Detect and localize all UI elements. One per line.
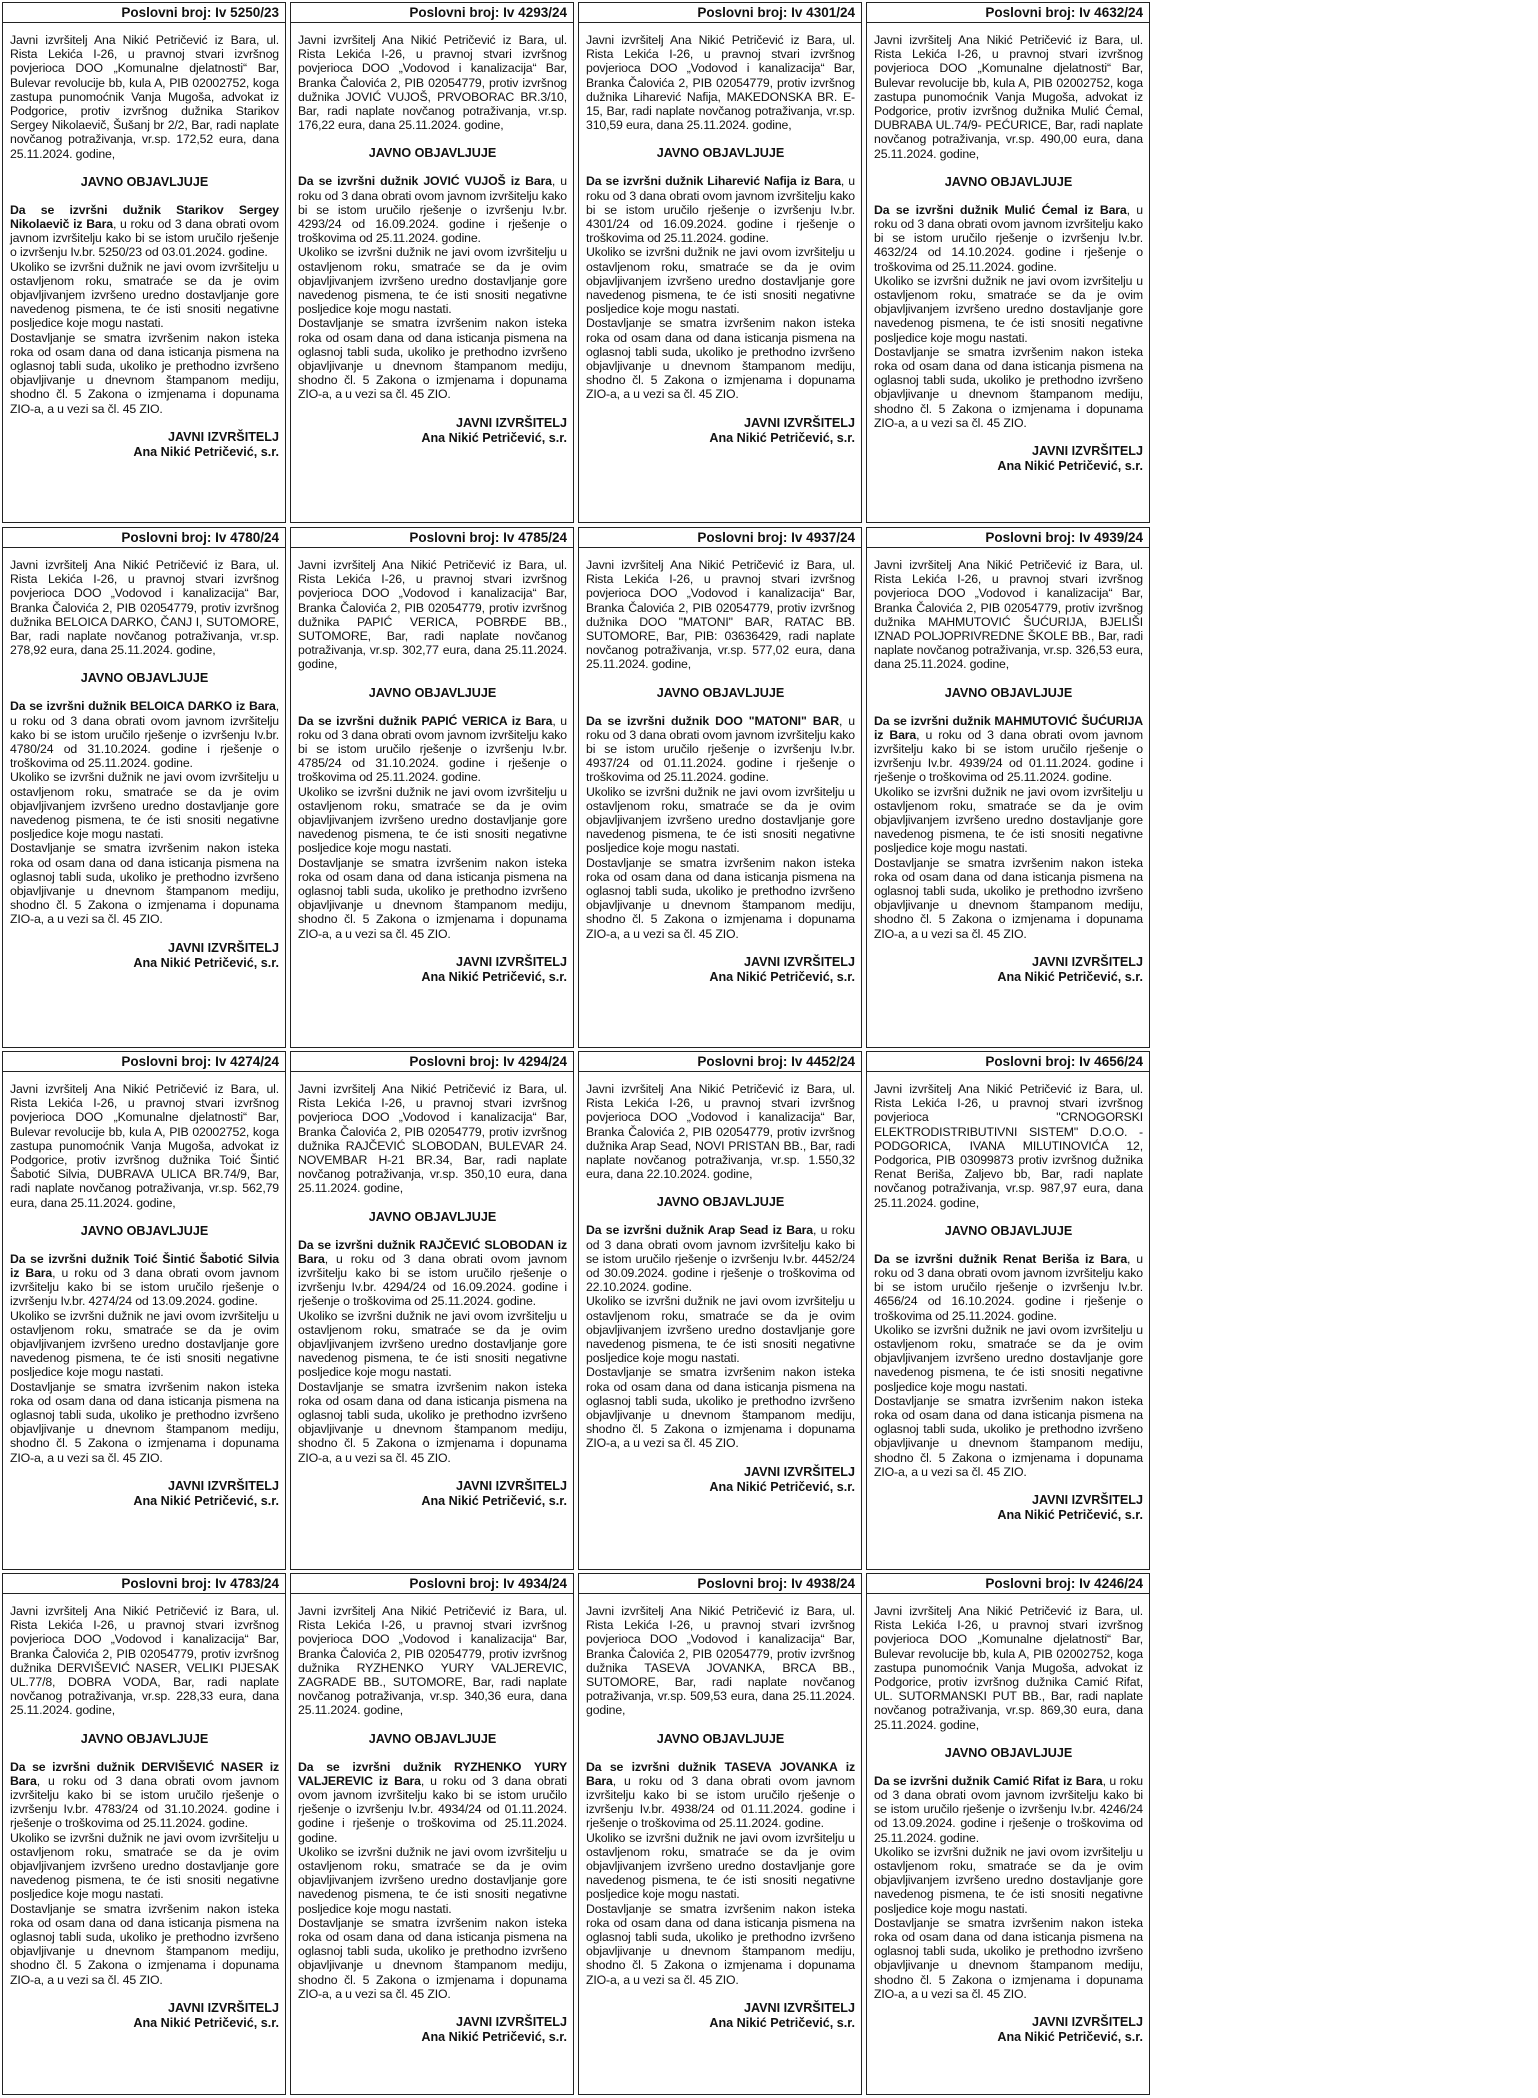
notice-body [298, 1238, 567, 1465]
signature-role: JAVNI IZVRŠITELJ [167, 2000, 279, 2015]
notice-consequence: Ukoliko se izvršni dužnik ne javi ovom izvršitelju u ostavljenom roku, smatraće se da je ovim objavljivanjem izvršeno uredno dostavljanje gore navedenog pismena, te će isti snositi negativne posljedice koje mogu nastati. [10, 1830, 279, 1902]
notice-order [298, 1238, 567, 1309]
signature-name: Ana Nikić Petričević, s.r. [709, 430, 855, 445]
notice-title: JAVNO OBJAVLJUJE [80, 174, 209, 189]
signature-role: JAVNI IZVRŠITELJ [455, 415, 567, 430]
order-text: , u roku od 3 dana obrati ovom javnom izvršitelju kako bi se istom uručilo rješenje o izvršenju Iv.br. 5250/23 od 03.01.2024. godine. [10, 217, 279, 260]
notice-order [10, 699, 279, 770]
notice-order [874, 203, 1143, 274]
notice-delivery: Dostavljanje se smatra izvršenim nakon isteka roka od osam dana od dana isticanja pismena na oglasnoj tabli suda, ukoliko je prethodno izvršeno objavljivanje u dnevnom štampanom mediju, shodno čl. 5 Zakona o izmjenama i dopunama ZIO-a, a u vezi sa čl. 45 ZIO. [298, 1915, 567, 2001]
notice-order [874, 1774, 1143, 1845]
signature-block [586, 1465, 855, 1495]
order-text: , u roku od 3 dana obrati ovom javnom izvršitelju kako bi se istom uručilo rješenje o izvršenju Iv.br. 4785/24 od 31.10.2024. godine i rješenje o troškovima od 25.11.2024. godine. [298, 713, 567, 785]
notice-delivery: Dostavljanje se smatra izvršenim nakon isteka roka od osam dana od dana isticanja pismena na oglasnoj tabli suda, ukoliko je prethodno izvršeno objavljivanje u dnevnom štampanom mediju, shodno čl. 5 Zakona o izmjenama i dopunama ZIO-a, a u vezi sa čl. 45 ZIO. [586, 316, 855, 402]
signature-block [10, 430, 279, 460]
signature-block [586, 955, 855, 985]
notice-consequence: Ukoliko se izvršni dužnik ne javi ovom izvršitelju u ostavljenom roku, smatraće se da je ovim objavljivanjem izvršeno uredno dostavljanje gore navedenog pismena, te će isti snositi negativne posljedice koje mogu nastati. [586, 245, 855, 317]
notice-delivery: Dostavljanje se smatra izvršenim nakon isteka roka od osam dana od dana isticanja pismena na oglasnoj tabli suda, ukoliko je prethodno izvršeno objavljivanje u dnevnom štampanom mediju, shodno čl. 5 Zakona o izmjenama i dopunama ZIO-a, a u vezi sa čl. 45 ZIO. [874, 855, 1143, 941]
signature-block [298, 2015, 567, 2045]
notice-title: JAVNO OBJAVLJUJE [944, 1223, 1073, 1238]
notice-body [874, 1252, 1143, 1479]
case-number: Poslovni broj: Iv 4632/24 [867, 3, 1149, 23]
notice-consequence: Ukoliko se izvršni dužnik ne javi ovom izvršitelju u ostavljenom roku, smatraće se da je ovim objavljivanjem izvršeno uredno dostavljanje gore navedenog pismena, te će isti snositi negativne posljedice koje mogu nastati. [586, 1294, 855, 1366]
notice-box [866, 2, 1150, 523]
notice-delivery: Dostavljanje se smatra izvršenim nakon isteka roka od osam dana od dana isticanja pismena na oglasnoj tabli suda, ukoliko je prethodno izvršeno objavljivanje u dnevnom štampanom mediju, shodno čl. 5 Zakona o izmjenama i dopunama ZIO-a, a u vezi sa čl. 45 ZIO. [874, 1915, 1143, 2001]
order-text: , u roku od 3 dana obrati ovom javnom izvršitelju kako bi se istom uručilo rješenje o izvršenju Iv.br. 4274/24 od 13.09.2024. godine. [10, 1266, 279, 1309]
notice-delivery: Dostavljanje se smatra izvršenim nakon isteka roka od osam dana od dana isticanja pismena na oglasnoj tabli suda, ukoliko je prethodno izvršeno objavljivanje u dnevnom štampanom mediju, shodno čl. 5 Zakona o izmjenama i dopunama ZIO-a, a u vezi sa čl. 45 ZIO. [586, 1901, 855, 1987]
notice-order [298, 714, 567, 785]
signature-role: JAVNI IZVRŠITELJ [743, 1464, 855, 1479]
signature-name: Ana Nikić Petričević, s.r. [997, 1508, 1143, 1523]
notice-body [298, 1760, 567, 2001]
order-text: , u roku od 3 dana obrati ovom javnom izvršitelju kako bi se istom uručilo rješenje o izvršenju Iv.br. 4939/24 od 01.11.2024. godine i rješenje o troškovima od 25.11.2024. godine. [874, 727, 1143, 785]
notice-intro: Javni izvršitelj Ana Nikić Petričević iz Bara, ul. Rista Lekića I-26, u pravnoj stvari izvršnog povjerioca DOO „Vodovod i kanalizacija“ Bar, Branka Čalovića 2, PIB 02054779, protiv izvršnog dužnika DERVIŠEVIĆ NASER, VELIKI PIJESAK UL.77/8, DOBRA VODA, Bar, radi naplate novčanog potraživanja, vr.sp. 228,33 eura, dana 25.11.2024. godine, [10, 1604, 279, 1718]
signature-block [298, 1479, 567, 1509]
signature-block [874, 955, 1143, 985]
signature-name: Ana Nikić Petričević, s.r. [421, 430, 567, 445]
notice-box [290, 527, 574, 1048]
order-text: , u roku od 3 dana obrati ovom javnom izvršitelju kako bi se istom uručilo rješenje o izvršenju Iv.br. 4632/24 od 14.10.2024. godine i rješenje o troškovima od 25.11.2024. godine. [874, 202, 1143, 274]
notice-delivery: Dostavljanje se smatra izvršenim nakon isteka roka od osam dana od dana isticanja pismena na oglasnoj tabli suda, ukoliko je prethodno izvršeno objavljivanje u dnevnom štampanom mediju, shodno čl. 5 Zakona o izmjenama i dopunama ZIO-a, a u vezi sa čl. 45 ZIO. [10, 1901, 279, 1987]
notice-order [874, 1252, 1143, 1323]
notice-delivery: Dostavljanje se smatra izvršenim nakon isteka roka od osam dana od dana isticanja pismena na oglasnoj tabli suda, ukoliko je prethodno izvršeno objavljivanje u dnevnom štampanom mediju, shodno čl. 5 Zakona o izmjenama i dopunama ZIO-a, a u vezi sa čl. 45 ZIO. [874, 1393, 1143, 1479]
debtor-lead: Da se izvršni dužnik Arap Sead iz Bara [586, 1223, 813, 1238]
signature-block [298, 416, 567, 446]
notice-body [586, 1223, 855, 1450]
notice-intro: Javni izvršitelj Ana Nikić Petričević iz Bara, ul. Rista Lekića I-26, u pravnoj stvari izvršnog povjerioca DOO „Komunalne djelatnosti“ Bar, Bulevar revolucije bb, kula A, PIB 02002752, koga zastupa punomoćnik Vanja Mugoša, advokat iz Podgorice, protiv izvršnog dužnika Mulić Ćemal, DUBRABA UL.74/9- PEĆURICE, Bar, radi naplate novčanog potraživanja, vr.sp. 490,00 eura, dana 25.11.2024. godine, [874, 33, 1143, 161]
signature-name: Ana Nikić Petričević, s.r. [133, 2015, 279, 2030]
notice-consequence: Ukoliko se izvršni dužnik ne javi ovom izvršitelju u ostavljenom roku, smatraće se da je ovim objavljivanjem izvršeno uredno dostavljanje gore navedenog pismena, te će isti snositi negativne posljedice koje mogu nastati. [586, 784, 855, 856]
signature-block [874, 444, 1143, 474]
notice-title: JAVNO OBJAVLJUJE [944, 685, 1073, 700]
signature-block [10, 941, 279, 971]
signature-block [298, 955, 567, 985]
notice-title: JAVNO OBJAVLJUJE [368, 146, 497, 161]
notice-title: JAVNO OBJAVLJUJE [656, 685, 785, 700]
signature-name: Ana Nikić Petričević, s.r. [133, 1493, 279, 1508]
notice-body [10, 1252, 279, 1465]
notice-delivery: Dostavljanje se smatra izvršenim nakon isteka roka od osam dana od dana isticanja pismena na oglasnoj tabli suda, ukoliko je prethodno izvršeno objavljivanje u dnevnom štampanom mediju, shodno čl. 5 Zakona o izmjenama i dopunama ZIO-a, a u vezi sa čl. 45 ZIO. [586, 1365, 855, 1451]
notice-delivery: Dostavljanje se smatra izvršenim nakon isteka roka od osam dana od dana isticanja pismena na oglasnoj tabli suda, ukoliko je prethodno izvršeno objavljivanje u dnevnom štampanom mediju, shodno čl. 5 Zakona o izmjenama i dopunama ZIO-a, a u vezi sa čl. 45 ZIO. [298, 316, 567, 402]
notice-title: JAVNO OBJAVLJUJE [944, 174, 1073, 189]
signature-role: JAVNI IZVRŠITELJ [743, 954, 855, 969]
notice-body [874, 714, 1143, 941]
signature-name: Ana Nikić Petričević, s.r. [133, 444, 279, 459]
notice-consequence: Ukoliko se izvršni dužnik ne javi ovom izvršitelju u ostavljenom roku, smatraće se da je ovim objavljivanjem izvršeno uredno dostavljanje gore navedenog pismena, te će isti snositi negativne posljedice koje mogu nastati. [298, 1844, 567, 1916]
signature-block [10, 1479, 279, 1509]
notice-delivery: Dostavljanje se smatra izvršenim nakon isteka roka od osam dana od dana isticanja pismena na oglasnoj tabli suda, ukoliko je prethodno izvršeno objavljivanje u dnevnom štampanom mediju, shodno čl. 5 Zakona o izmjenama i dopunama ZIO-a, a u vezi sa čl. 45 ZIO. [10, 1379, 279, 1465]
order-text: , u roku od 3 dana obrati ovom javnom izvršitelju kako bi se istom uručilo rješenje o izvršenju Iv.br. 4783/24 od 31.10.2024. godine i rješenje o troškovima od 25.11.2024. godine. [10, 1773, 279, 1831]
signature-role: JAVNI IZVRŠITELJ [1031, 2015, 1143, 2030]
notice-box [2, 2, 286, 523]
debtor-lead: Da se izvršni dužnik Mulić Ćemal iz Bara [874, 202, 1127, 217]
case-number: Poslovni broj: Iv 4656/24 [867, 1052, 1149, 1072]
signature-name: Ana Nikić Petričević, s.r. [709, 1479, 855, 1494]
notice-body [298, 174, 567, 401]
case-number: Poslovni broj: Iv 4293/24 [291, 3, 573, 23]
notice-consequence: Ukoliko se izvršni dužnik ne javi ovom izvršitelju u ostavljenom roku, smatraće se da je ovim objavljivanjem izvršeno uredno dostavljanje gore navedenog pismena, te će isti snositi negativne posljedice koje mogu nastati. [10, 770, 279, 842]
notice-consequence: Ukoliko se izvršni dužnik ne javi ovom izvršitelju u ostavljenom roku, smatraće se da je ovim objavljivanjem izvršeno uredno dostavljanje gore navedenog pismena, te će isti snositi negativne posljedice koje mogu nastati. [298, 1308, 567, 1380]
case-number: Poslovni broj: Iv 4938/24 [579, 1574, 861, 1594]
signature-role: JAVNI IZVRŠITELJ [1031, 1493, 1143, 1508]
notice-box [290, 2, 574, 523]
notice-box [290, 1051, 574, 1570]
notice-order [586, 174, 855, 245]
notice-order [10, 1252, 279, 1309]
debtor-lead: Da se izvršni dužnik DOO "MATONI" BAR [586, 713, 839, 728]
notice-order [298, 1760, 567, 1845]
notice-body [10, 203, 279, 416]
notice-box [2, 527, 286, 1048]
case-number: Poslovni broj: Iv 4937/24 [579, 528, 861, 548]
notice-box [290, 1573, 574, 2095]
notice-delivery: Dostavljanje se smatra izvršenim nakon isteka roka od osam dana od dana isticanja pismena na oglasnoj tabli suda, ukoliko je prethodno izvršeno objavljivanje u dnevnom štampanom mediju, shodno čl. 5 Zakona o izmjenama i dopunama ZIO-a, a u vezi sa čl. 45 ZIO. [586, 855, 855, 941]
signature-block [586, 416, 855, 446]
order-text: , u roku od 3 dana obrati ovom javnom izvršitelju kako bi se istom uručilo rješenje o izvršenju Iv.br. 4937/24 od 01.11.2024. godine i rješenje o troškovima od 25.11.2024. godine. [586, 713, 855, 785]
case-number: Poslovni broj: Iv 4783/24 [3, 1574, 285, 1594]
notice-body [298, 714, 567, 941]
signature-block [10, 2001, 279, 2031]
signature-block [874, 2015, 1143, 2045]
notice-consequence: Ukoliko se izvršni dužnik ne javi ovom izvršitelju u ostavljenom roku, smatraće se da je ovim objavljivanjem izvršeno uredno dostavljanje gore navedenog pismena, te će isti snositi negativne posljedice koje mogu nastati. [874, 273, 1143, 345]
debtor-lead: Da se izvršni dužnik PAPIĆ VERICA iz Bara [298, 713, 553, 728]
notice-intro: Javni izvršitelj Ana Nikić Petričević iz Bara, ul. Rista Lekića I-26, u pravnoj stvari izvršnog povjerioca DOO „Vodovod i kanalizacija“ Bar, Branka Čalovića 2, PIB 02054779, protiv izvršnog dužnika Arap Sead, NOVI PRISTAN BB., Bar, radi naplate novčanog potraživanja, vr.sp. 1.550,32 eura, dana 22.10.2024. godine, [586, 1082, 855, 1182]
signature-role: JAVNI IZVRŠITELJ [1031, 954, 1143, 969]
case-number: Poslovni broj: Iv 5250/23 [3, 3, 285, 23]
signature-name: Ana Nikić Petričević, s.r. [421, 2030, 567, 2045]
signature-name: Ana Nikić Petričević, s.r. [709, 2015, 855, 2030]
notice-body [586, 174, 855, 401]
notice-consequence: Ukoliko se izvršni dužnik ne javi ovom izvršitelju u ostavljenom roku, smatraće se da je ovim objavljivanjem izvršeno uredno dostavljanje gore navedenog pismena, te će isti snositi negativne posljedice koje mogu nastati. [298, 784, 567, 856]
notice-body [874, 203, 1143, 430]
signature-role: JAVNI IZVRŠITELJ [167, 1478, 279, 1493]
debtor-lead: Da se izvršni dužnik DERVIŠEVIĆ NASER iz Bara [10, 1759, 279, 1788]
notice-delivery: Dostavljanje se smatra izvršenim nakon isteka roka od osam dana od dana isticanja pismena na oglasnoj tabli suda, ukoliko je prethodno izvršeno objavljivanje u dnevnom štampanom mediju, shodno čl. 5 Zakona o izmjenama i dopunama ZIO-a, a u vezi sa čl. 45 ZIO. [874, 344, 1143, 430]
case-number: Poslovni broj: Iv 4301/24 [579, 3, 861, 23]
case-number: Poslovni broj: Iv 4452/24 [579, 1052, 861, 1072]
signature-name: Ana Nikić Petričević, s.r. [421, 1493, 567, 1508]
notice-consequence: Ukoliko se izvršni dužnik ne javi ovom izvršitelju u ostavljenom roku, smatraće se da je ovim objavljivanjem izvršeno uredno dostavljanje gore navedenog pismena, te će isti snositi negativne posljedice koje mogu nastati. [874, 784, 1143, 856]
notice-title: JAVNO OBJAVLJUJE [944, 1745, 1073, 1760]
signature-role: JAVNI IZVRŠITELJ [455, 954, 567, 969]
notice-title: JAVNO OBJAVLJUJE [368, 1731, 497, 1746]
case-number: Poslovni broj: Iv 4294/24 [291, 1052, 573, 1072]
notice-title: JAVNO OBJAVLJUJE [368, 685, 497, 700]
debtor-lead: Da se izvršni dužnik MAHMUTOVIĆ ŠUĆURIJA iz Bara [874, 713, 1143, 742]
notice-box [866, 1051, 1150, 1570]
case-number: Poslovni broj: Iv 4780/24 [3, 528, 285, 548]
order-text: , u roku od 3 dana obrati ovom javnom izvršitelju kako bi se istom uručilo rješenje o izvršenju Iv.br. 4780/24 od 31.10.2024. godine i rješenje o troškovima od 25.11.2024. godine. [10, 699, 279, 771]
notice-intro: Javni izvršitelj Ana Nikić Petričević iz Bara, ul. Rista Lekića I-26, u pravnoj stvari izvršnog povjerioca DOO „Vodovod i kanalizacija“ Bar, Branka Čalovića 2, PIB 02054779, protiv izvršnog dužnika DOO "MATONI" BAR, RATAC BB. SUTOMORE, Bar, PIB: 03636429, radi naplate novčanog potraživanja, vr.sp. 577,02 eura, dana 25.11.2024. godine, [586, 558, 855, 672]
debtor-lead: Da se izvršni dužnik RYZHENKO YURY VALJEREVIC iz Bara [298, 1759, 567, 1788]
notice-title: JAVNO OBJAVLJUJE [80, 1731, 209, 1746]
notice-intro: Javni izvršitelj Ana Nikić Petričević iz Bara, ul. Rista Lekića I-26, u pravnoj stvari izvršnog povjerioca DOO „Vodovod i kanalizacija“ Bar, Branka Čalovića 2, PIB 02054779, protiv izvršnog dužnika Liharević Nafija, MAKEDONSKA BR. E-15, Bar, radi naplate novčanog potraživanja, vr.sp. 310,59 eura, dana 25.11.2024. godine, [586, 33, 855, 133]
order-text: , u roku od 3 dana obrati ovom javnom izvršitelju kako bi se istom uručilo rješenje o izvršenju Iv.br. 4293/24 od 16.09.2024. godine i rješenje o troškovima od 25.11.2024. godine. [298, 174, 567, 246]
signature-name: Ana Nikić Petričević, s.r. [997, 969, 1143, 984]
notice-title: JAVNO OBJAVLJUJE [368, 1209, 497, 1224]
notice-order [586, 714, 855, 785]
case-number: Poslovni broj: Iv 4934/24 [291, 1574, 573, 1594]
order-text: , u roku od 3 dana obrati ovom javnom izvršitelju kako bi se istom uručilo rješenje o izvršenju Iv.br. 4246/24 od 13.09.2024. godine i rješenje o troškovima od 25.11.2024. godine. [874, 1773, 1144, 1845]
signature-block [874, 1493, 1143, 1523]
notice-intro: Javni izvršitelj Ana Nikić Petričević iz Bara, ul. Rista Lekića I-26, u pravnoj stvari izvršnog povjerioca DOO „Vodovod i kanalizacija“ Bar, Branka Čalovića 2, PIB 02054779, protiv izvršnog dužnika PAPIĆ VERICA, POBRĐE BB., SUTOMORE, Bar, radi naplate novčanog potraživanja, vr.sp. 302,77 eura, dana 25.11.2024. godine, [298, 558, 567, 672]
notice-intro: Javni izvršitelj Ana Nikić Petričević iz Bara, ul. Rista Lekića I-26, u pravnoj stvari izvršnog povjerioca "CRNOGORSKI ELEKTRODISTRIBUTIVNI SISTEM" D.O.O. - PODGORICA, IVANA MILUTINOVIĆA 12, Podgorica, PIB 03099873 protiv izvršnog dužnika Renat Beriša, Zaljevo bb, Bar, radi naplate novčanog potraživanja, vr.sp. 987,97 eura, dana 25.11.2024. godine, [874, 1082, 1143, 1210]
notice-box [578, 527, 862, 1048]
signature-name: Ana Nikić Petričević, s.r. [997, 2030, 1143, 2045]
notice-intro: Javni izvršitelj Ana Nikić Petričević iz Bara, ul. Rista Lekića I-26, u pravnoj stvari izvršnog povjerioca DOO „Vodovod i kanalizacija“ Bar, Branka Čalovića 2, PIB 02054779, protiv izvršnog dužnika MAHMUTOVIĆ ŠUĆURIJA, BJELIŠI IZNAD POLJOPRIVREDNE ŠKOLE BB., Bar, radi naplate novčanog potraživanja, vr.sp. 326,53 eura, dana 25.11.2024. godine, [874, 558, 1143, 672]
notice-intro: Javni izvršitelj Ana Nikić Petričević iz Bara, ul. Rista Lekića I-26, u pravnoj stvari izvršnog povjerioca DOO „Vodovod i kanalizacija“ Bar, Branka Čalovića 2, PIB 02054779, protiv izvršnog dužnika RAJČEVIĆ SLOBODAN, BULEVAR 24. NOVEMBAR H-21 BR.34, Bar, radi naplate novčanog potraživanja, vr.sp. 350,10 eura, dana 25.11.2024. godine, [298, 1082, 567, 1196]
signature-name: Ana Nikić Petričević, s.r. [421, 969, 567, 984]
notice-consequence: Ukoliko se izvršni dužnik ne javi ovom izvršitelju u ostavljenom roku, smatraće se da je ovim objavljivanjem izvršeno uredno dostavljanje gore navedenog pismena, te će isti snositi negativne posljedice koje mogu nastati. [874, 1844, 1143, 1916]
notice-order [586, 1760, 855, 1831]
order-text: , u roku od 3 dana obrati ovom javnom izvršitelju kako bi se istom uručilo rješenje o izvršenju Iv.br. 4301/24 od 16.09.2024. godine i rješenje o troškovima od 25.11.2024. godine. [586, 174, 855, 246]
notice-box [2, 1573, 286, 2095]
notice-box [2, 1051, 286, 1570]
notice-title: JAVNO OBJAVLJUJE [656, 146, 785, 161]
notice-intro: Javni izvršitelj Ana Nikić Petričević iz Bara, ul. Rista Lekića I-26, u pravnoj stvari izvršnog povjerioca DOO „Komunalne djelatnosti“ Bar, Bulevar revolucije bb, kula A, PIB 02002752, koga zastupa punomoćnik Vanja Mugoša, advokat iz Podgorice, protiv izvršnog dužnika Toić Šintić Šabotić Silvia, DUBRAVA ULICA BR.74/9, Bar, radi naplate novčanog potraživanja, vr.sp. 562,79 eura, dana 25.11.2024. godine, [10, 1082, 279, 1210]
notice-order [586, 1223, 855, 1294]
notice-delivery: Dostavljanje se smatra izvršenim nakon isteka roka od osam dana od dana isticanja pismena na oglasnoj tabli suda, ukoliko je prethodno izvršeno objavljivanje u dnevnom štampanom mediju, shodno čl. 5 Zakona o izmjenama i dopunama ZIO-a, a u vezi sa čl. 45 ZIO. [10, 330, 279, 416]
signature-name: Ana Nikić Petričević, s.r. [997, 459, 1143, 474]
signature-role: JAVNI IZVRŠITELJ [743, 2000, 855, 2015]
case-number: Poslovni broj: Iv 4785/24 [291, 528, 573, 548]
notice-body [586, 714, 855, 941]
notice-consequence: Ukoliko se izvršni dužnik ne javi ovom izvršitelju u ostavljenom roku, smatraće se da je ovim objavljivanjem izvršeno uredno dostavljanje gore navedenog pismena, te će isti snositi negativne posljedice koje mogu nastati. [298, 245, 567, 317]
debtor-lead: Da se izvršni dužnik TASEVA JOVANKA iz Bara [586, 1759, 855, 1788]
debtor-lead: Da se izvršni dužnik Toić Šintić Šabotić Silvia iz Bara [10, 1251, 279, 1281]
signature-block [586, 2001, 855, 2031]
case-number: Poslovni broj: Iv 4274/24 [3, 1052, 285, 1072]
case-number: Poslovni broj: Iv 4246/24 [867, 1574, 1149, 1594]
debtor-lead: Da se izvršni dužnik RAJČEVIĆ SLOBODAN iz Bara [298, 1237, 567, 1266]
debtor-lead: Da se izvršni dužnik Liharević Nafija iz Bara [586, 174, 841, 189]
notice-title: JAVNO OBJAVLJUJE [656, 1731, 785, 1746]
debtor-lead: Da se izvršni dužnik Renat Beriša iz Bara [874, 1251, 1128, 1266]
notice-intro: Javni izvršitelj Ana Nikić Petričević iz Bara, ul. Rista Lekića I-26, u pravnoj stvari izvršnog povjerioca DOO „Vodovod i kanalizacija“ Bar, Branka Čalovića 2, PIB 02054779, protiv izvršnog dužnika JOVIĆ VUJOŠ, PRVOBORAC BR.3/10, Bar, radi naplate novčanog potraživanja, vr.sp. 176,22 eura, dana 25.11.2024. godine, [298, 33, 567, 133]
notice-consequence: Ukoliko se izvršni dužnik ne javi ovom izvršitelju u ostavljenom roku, smatraće se da je ovim objavljivanjem izvršeno uredno dostavljanje gore navedenog pismena, te će isti snositi negativne posljedice koje mogu nastati. [10, 259, 279, 331]
notice-intro: Javni izvršitelj Ana Nikić Petričević iz Bara, ul. Rista Lekića I-26, u pravnoj stvari izvršnog povjerioca DOO „Vodovod i kanalizacija“ Bar, Branka Čalovića 2, PIB 02054779, protiv izvršnog dužnika RYZHENKO YURY VALJEREVIC, ZAGRADE BB., SUTOMORE, Bar, radi naplate novčanog potraživanja, vr.sp. 340,36 eura, dana 25.11.2024. godine, [298, 1604, 567, 1718]
signature-role: JAVNI IZVRŠITELJ [455, 2015, 567, 2030]
order-text: , u roku od 3 dana obrati ovom javnom izvršitelju kako bi se istom uručilo rješenje o izvršenju Iv.br. 4656/24 od 16.10.2024. godine i rješenje o troškovima od 25.11.2024. godine. [874, 1251, 1143, 1323]
notice-intro: Javni izvršitelj Ana Nikić Petričević iz Bara, ul. Rista Lekića I-26, u pravnoj stvari izvršnog povjerioca DOO „Komunalne djelatnosti“ Bar, Bulevar revolucije bb, kula A, PIB 02002752, koga zastupa punomoćnik Vanja Mugoša, advokat iz Podgorice, protiv izvršnog dužnika Starikov Sergey Nikolaevič, Šušanj br 2/2, Bar, radi naplate novčanog potraživanja, vr.sp. 172,52 eura, dana 25.11.2024. godine, [10, 33, 279, 161]
order-text: , u roku od 3 dana obrati ovom javnom izvršitelju kako bi se istom uručilo rješenje o izvršenju Iv.br. 4452/24 od 30.09.2024. godine i rješenje o troškovima od 22.10.2024. godine. [586, 1223, 855, 1295]
signature-role: JAVNI IZVRŠITELJ [167, 940, 279, 955]
notice-box [578, 1573, 862, 2095]
notice-consequence: Ukoliko se izvršni dužnik ne javi ovom izvršitelju u ostavljenom roku, smatraće se da je ovim objavljivanjem izvršeno uredno dostavljanje gore navedenog pismena, te će isti snositi negativne posljedice koje mogu nastati. [10, 1308, 279, 1380]
case-number: Poslovni broj: Iv 4939/24 [867, 528, 1149, 548]
notice-title: JAVNO OBJAVLJUJE [80, 671, 209, 686]
signature-role: JAVNI IZVRŠITELJ [455, 1478, 567, 1493]
notice-body [10, 699, 279, 926]
signature-name: Ana Nikić Petričević, s.r. [133, 955, 279, 970]
notice-order [874, 714, 1143, 785]
notice-delivery: Dostavljanje se smatra izvršenim nakon isteka roka od osam dana od dana isticanja pismena na oglasnoj tabli suda, ukoliko je prethodno izvršeno objavljivanje u dnevnom štampanom mediju, shodno čl. 5 Zakona o izmjenama i dopunama ZIO-a, a u vezi sa čl. 45 ZIO. [298, 1379, 567, 1465]
notice-intro: Javni izvršitelj Ana Nikić Petričević iz Bara, ul. Rista Lekića I-26, u pravnoj stvari izvršnog povjerioca DOO „Komunalne djelatnosti“ Bar, Bulevar revolucije bb, kula A, PIB 02002752, koga zastupa punomoćnik Vanja Mugoša, advokat iz Podgorice, protiv izvršnog dužnika Camić Rifat, UL. SUTORMANSKI PUT BB., Bar, radi naplate novčanog potraživanja, vr.sp. 869,30 eura, dana 25.11.2024. godine, [874, 1604, 1143, 1732]
debtor-lead: Da se izvršni dužnik BELOICA DARKO iz Bara [10, 699, 276, 714]
notice-order [298, 174, 567, 245]
debtor-lead: Da se izvršni dužnik Starikov Sergey Nikolaevič iz Bara [10, 202, 279, 232]
order-text: , u roku od 3 dana obrati ovom javnom izvršitelju kako bi se istom uručilo rješenje o izvršenju Iv.br. 4934/24 od 01.11.2024. godine i rješenje o troškovima od 25.11.2024. godine. [298, 1773, 567, 1845]
notice-box [866, 1573, 1150, 2095]
notice-consequence: Ukoliko se izvršni dužnik ne javi ovom izvršitelju u ostavljenom roku, smatraće se da je ovim objavljivanjem izvršeno uredno dostavljanje gore navedenog pismena, te će isti snositi negativne posljedice koje mogu nastati. [586, 1830, 855, 1902]
notice-box [866, 527, 1150, 1048]
notice-consequence: Ukoliko se izvršni dužnik ne javi ovom izvršitelju u ostavljenom roku, smatraće se da je ovim objavljivanjem izvršeno uredno dostavljanje gore navedenog pismena, te će isti snositi negativne posljedice koje mogu nastati. [874, 1322, 1143, 1394]
notice-delivery: Dostavljanje se smatra izvršenim nakon isteka roka od osam dana od dana isticanja pismena na oglasnoj tabli suda, ukoliko je prethodno izvršeno objavljivanje u dnevnom štampanom mediju, shodno čl. 5 Zakona o izmjenama i dopunama ZIO-a, a u vezi sa čl. 45 ZIO. [10, 841, 279, 927]
order-text: , u roku od 3 dana obrati ovom javnom izvršitelju kako bi se istom uručilo rješenje o izvršenju Iv.br. 4938/24 od 01.11.2024. godine i rješenje o troškovima od 25.11.2024. godine. [586, 1773, 855, 1831]
signature-role: JAVNI IZVRŠITELJ [743, 415, 855, 430]
notice-title: JAVNO OBJAVLJUJE [656, 1195, 785, 1210]
notice-order [10, 203, 279, 260]
signature-name: Ana Nikić Petričević, s.r. [709, 969, 855, 984]
notice-intro: Javni izvršitelj Ana Nikić Petričević iz Bara, ul. Rista Lekića I-26, u pravnoj stvari izvršnog povjerioca DOO „Vodovod i kanalizacija“ Bar, Branka Čalovića 2, PIB 02054779, protiv izvršnog dužnika BELOICA DARKO, ČANJ I, SUTOMORE, Bar, radi naplate novčanog potraživanja, vr.sp. 278,92 eura, dana 25.11.2024. godine, [10, 558, 279, 658]
notice-body [586, 1760, 855, 1987]
notice-body [10, 1760, 279, 1987]
notice-box [578, 1051, 862, 1570]
notice-order [10, 1760, 279, 1831]
notice-body [874, 1774, 1143, 2001]
notice-title: JAVNO OBJAVLJUJE [80, 1223, 209, 1238]
notice-box [578, 2, 862, 523]
notice-intro: Javni izvršitelj Ana Nikić Petričević iz Bara, ul. Rista Lekića I-26, u pravnoj stvari izvršnog povjerioca DOO „Vodovod i kanalizacija“ Bar, Branka Čalovića 2, PIB 02054779, protiv izvršnog dužnika TASEVA JOVANKA, BRCA BB., SUTOMORE, Bar, radi naplate novčanog potraživanja, vr.sp. 509,53 eura, dana 25.11.2024. godine, [586, 1604, 855, 1718]
signature-role: JAVNI IZVRŠITELJ [1031, 444, 1143, 459]
notice-delivery: Dostavljanje se smatra izvršenim nakon isteka roka od osam dana od dana isticanja pismena na oglasnoj tabli suda, ukoliko je prethodno izvršeno objavljivanje u dnevnom štampanom mediju, shodno čl. 5 Zakona o izmjenama i dopunama ZIO-a, a u vezi sa čl. 45 ZIO. [298, 855, 567, 941]
debtor-lead: Da se izvršni dužnik JOVIĆ VUJOŠ iz Bara [298, 174, 552, 189]
debtor-lead: Da se izvršni dužnik Camić Rifat iz Bara [874, 1773, 1103, 1788]
order-text: , u roku od 3 dana obrati ovom javnom izvršitelju kako bi se istom uručilo rješenje o izvršenju Iv.br. 4294/24 od 16.09.2024. godine i rješenje o troškovima od 25.11.2024. godine. [298, 1251, 567, 1309]
signature-role: JAVNI IZVRŠITELJ [167, 429, 279, 444]
